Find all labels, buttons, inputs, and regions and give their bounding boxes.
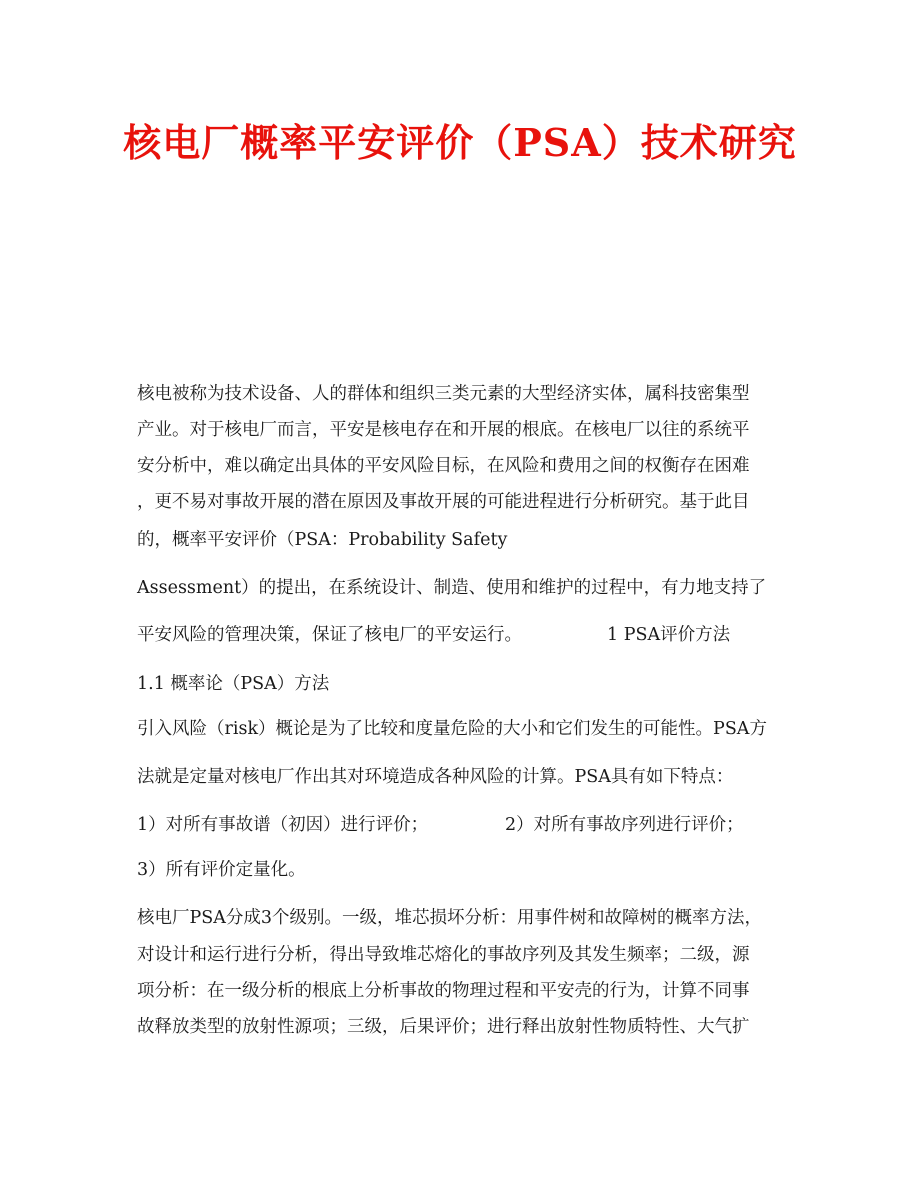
paragraph-line: 引入风险（risk）概论是为了比较和度量危险的大小和它们发生的可能性。PSA方 [137,719,767,739]
section-heading-1: 1 PSA评价方法 [607,625,731,645]
paragraph-line: 法就是定量对核电厂作出其对环境造成各种风险的计算。PSA具有如下特点： [137,767,734,787]
paragraph-line: 平安风险的管理决策，保证了核电厂的平安运行。 [137,625,522,645]
paragraph-line: Assessment）的提出，在系统设计、制造、使用和维护的过程中，有力地支持了 [137,578,767,598]
paragraph-line: 项分析：在一级分析的根底上分析事故的物理过程和平安壳的行为，计算不同事 [137,981,750,1001]
paragraph-line: 核电厂PSA分成3个级别。一级，堆芯损坏分析：用事件树和故障树的概率方法， [137,908,763,928]
paragraph-line: 对设计和运行进行分析，得出导致堆芯熔化的事故序列及其发生频率；二级，源 [137,945,750,965]
document-title: 核电厂概率平安评价（PSA）技术研究 [123,120,797,165]
feature-item: 1）对所有事故谱（初因）进行评价； [137,815,429,835]
paragraph-line: 核电被称为技术设备、人的群体和组织三类元素的大型经济实体，属科技密集型 [137,384,750,404]
section-heading-1-1: 1.1 概率论（PSA）方法 [137,674,330,694]
feature-item: 2）对所有事故序列进行评价； [505,815,744,835]
paragraph-line: 的，概率平安评价（PSA：Probability Safety [137,530,508,550]
feature-item: 3）所有评价定量化。 [137,860,306,880]
paragraph-line: 产业。对于核电厂而言，平安是核电存在和开展的根底。在核电厂以往的系统平 [137,420,750,440]
paragraph-line: 安分析中，难以确定出具体的平安风险目标，在风险和费用之间的权衡存在困难 [137,456,750,476]
paragraph-line: ，更不易对事故开展的潜在原因及事故开展的可能进程进行分析研究。基于此目 [137,492,750,512]
paragraph-line: 故释放类型的放射性源项；三级，后果评价；进行释出放射性物质特性、大气扩 [137,1017,750,1037]
